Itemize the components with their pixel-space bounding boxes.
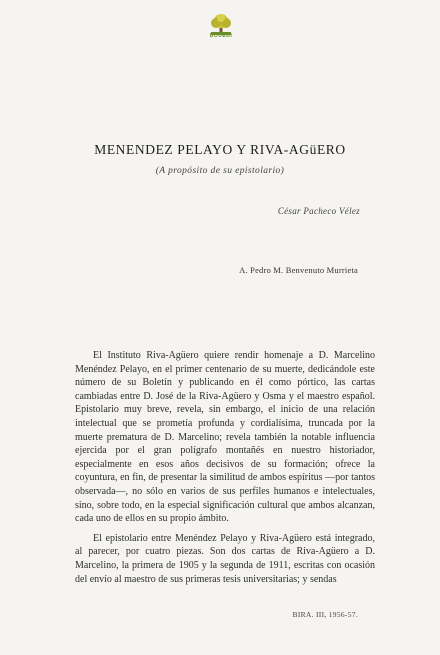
article-subtitle: (A propósito de su epistolario)	[155, 166, 285, 176]
article-title: MENENDEZ PELAYO Y RIVA-AGüERO	[94, 142, 346, 157]
author-name: César Pacheco Vélez	[277, 206, 360, 216]
dedication: A. Pedro M. Benvenuto Murrieta	[239, 265, 358, 275]
logo-text: BOUEDI	[209, 33, 233, 39]
paragraph: El Instituto Riva-Agüero quiere rendir homenaje a D. Marcelino Menéndez Pelayo, en el primer centenario de su muerte, dedicándole este número de su Boletín y publicando en él como pórtico, las cartas cambiadas entre D. José de la Riva-Agüero y Osma y el maestro español. Epistolario muy breve, revela, sin embargo, el inicio de una relación intelectual que se prometía profunda y cordialísima, truncada por la muerte prematura de D. Marcelino; revela también la notable influencia ejercida por el gran polígrafo montañés en nuestro historiador, especialmente en esos años decisivos de su formación; ofrece la coyuntura, en fin, de presentar la similitud de ambos espíritus —por tantos observada—, no sólo en varios de sus perfiles humanos e intelectuales, sino, sobre todo, en la especial significación cultural que ambos alcanzan, cada uno de ellos en su propio ámbito.	[75, 350, 375, 525]
article-body	[75, 349, 375, 592]
paragraph: El epistolario entre Menéndez Pelayo y Riva-Agüero está integrado, al parecer, por cuatro piezas. Son dos cartas de Riva-Agüero a D. Marcelino, la primera de 1905 y la segunda de 1911, escritas con ocasión del envío al maestro de sus primeras tesis universitarias; y sendas	[75, 532, 375, 585]
journal-reference: BIRA. III, 1956-57.	[292, 610, 358, 619]
